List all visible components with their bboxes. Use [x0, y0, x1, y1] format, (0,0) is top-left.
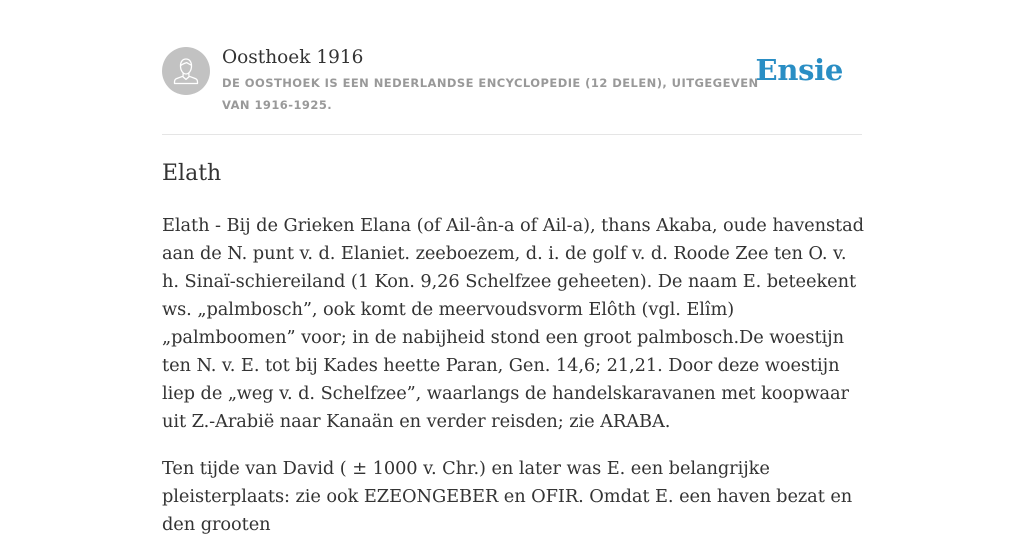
- entry-body: [162, 212, 864, 558]
- brand-logo[interactable]: Ensie: [755, 53, 843, 87]
- page-title: Elath: [162, 161, 222, 186]
- entry-paragraph-2: Ten tijde van David ( ± 1000 v. Chr.) en later was E. een belangrijke pleisterplaats: zie ook EZEONGEBER en OFIR. Omdat E. een haven bezat en den grooten: [162, 458, 853, 535]
- user-avatar-icon: [162, 47, 210, 95]
- avatar[interactable]: [162, 47, 210, 95]
- source-header: [162, 0, 862, 135]
- source-title[interactable]: Oosthoek 1916: [222, 47, 364, 68]
- entry-paragraph-1: Elath - Bij de Grieken Elana (of Ail-ân-a of Ail-a), thans Akaba, oude havenstad aan de N. punt v. d. Elaniet. zeeboezem, d. i. de golf v. d. Roode Zee ten O. v. h. Sinaï-schiereiland (1 Kon. 9,26 Schelfzee geheeten). De naam E. beteekent ws. „palmbosch”, ook komt de meervoudsvorm Elôth (vgl. Elîm) „palmboomen” voor; in de nabijheid stond een groot palmbosch.De woestijn ten N. v. E. tot bij Kades heette Paran, Gen. 14,6; 21,21. Door deze woestijn liep de „weg v. d. Schelfzee”, waarlangs de handelskaravanen met koopwaar uit Z.-Arabië naar Kanaän en verder reisden; zie ARABA.: [162, 215, 864, 432]
- source-description: DE OOSTHOEK IS EEN NEDERLANDSE ENCYCLOPEDIE (12 DELEN), UITGEGEVEN VAN 1916-1925.: [222, 76, 759, 112]
- page-container: [162, 0, 864, 535]
